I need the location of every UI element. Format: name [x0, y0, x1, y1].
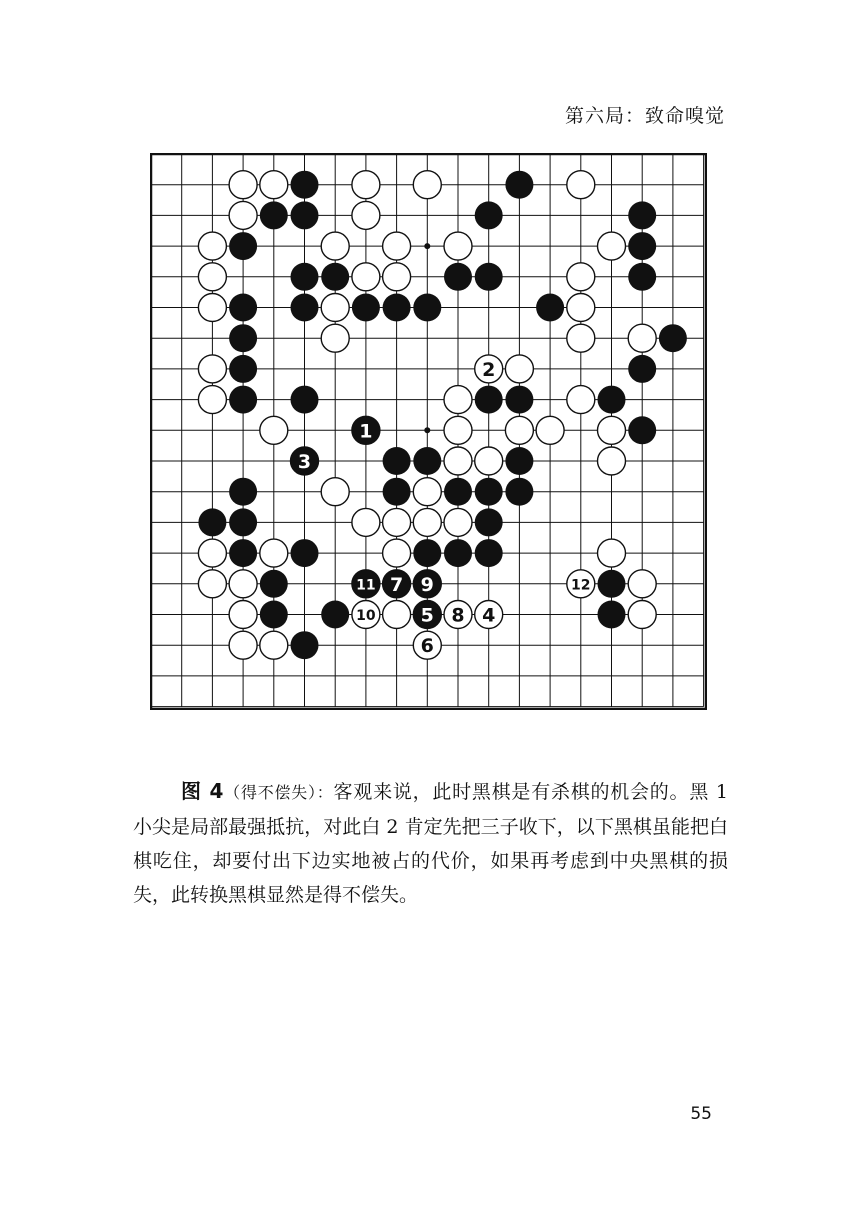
white-stone [536, 416, 564, 444]
black-stone [352, 294, 380, 322]
white-stone [229, 631, 257, 659]
figure-label: 图 4 [181, 779, 224, 803]
white-stone [628, 570, 656, 598]
black-stone [291, 386, 319, 414]
black-stone [413, 447, 441, 475]
white-stone [598, 416, 626, 444]
black-stone [383, 447, 411, 475]
white-stone [475, 447, 503, 475]
black-stone [229, 508, 257, 536]
black-stone [444, 263, 472, 291]
white-stone [260, 539, 288, 567]
move-number-label: 2 [482, 358, 496, 381]
black-stone [628, 232, 656, 260]
black-stone [598, 386, 626, 414]
white-stone [260, 171, 288, 199]
black-stone [229, 232, 257, 260]
black-stone [628, 201, 656, 229]
black-stone [291, 171, 319, 199]
white-stone [321, 294, 349, 322]
black-stone [659, 324, 687, 352]
white-stone [383, 539, 411, 567]
figure-note: （得不偿失）： [223, 783, 334, 802]
white-stone [598, 232, 626, 260]
white-stone [352, 171, 380, 199]
white-stone [352, 508, 380, 536]
white-stone [567, 386, 595, 414]
black-stone [628, 416, 656, 444]
move-number-label: 4 [482, 604, 496, 627]
black-stone [291, 631, 319, 659]
white-stone [352, 201, 380, 229]
black-stone [229, 539, 257, 567]
black-stone [383, 478, 411, 506]
white-stone [229, 201, 257, 229]
star-point [424, 243, 430, 249]
black-stone [475, 386, 503, 414]
white-stone [383, 263, 411, 291]
figure-caption [133, 774, 728, 912]
white-stone [198, 355, 226, 383]
white-stone [598, 447, 626, 475]
white-stone [198, 386, 226, 414]
white-stone [198, 232, 226, 260]
black-stone [598, 570, 626, 598]
black-stone [598, 601, 626, 629]
white-stone [321, 324, 349, 352]
black-stone [229, 355, 257, 383]
black-stone [229, 324, 257, 352]
white-stone [444, 232, 472, 260]
move-number-label: 11 [356, 577, 376, 594]
white-stone [383, 601, 411, 629]
go-board-diagram [150, 153, 707, 710]
white-stone [628, 601, 656, 629]
white-stone [198, 263, 226, 291]
black-stone [383, 294, 411, 322]
white-stone [198, 570, 226, 598]
black-stone [536, 294, 564, 322]
black-stone [628, 263, 656, 291]
black-stone [444, 478, 472, 506]
black-stone [321, 263, 349, 291]
white-stone [505, 355, 533, 383]
white-stone [567, 324, 595, 352]
black-stone [229, 386, 257, 414]
white-stone [260, 416, 288, 444]
move-number-label: 1 [359, 420, 373, 443]
white-stone [598, 539, 626, 567]
page-number: 55 [690, 1104, 712, 1124]
white-stone [413, 508, 441, 536]
caption-paragraph [133, 774, 728, 912]
black-stone [413, 294, 441, 322]
black-stone [505, 447, 533, 475]
white-stone [567, 263, 595, 291]
white-stone [198, 539, 226, 567]
black-stone [260, 201, 288, 229]
black-stone [260, 601, 288, 629]
white-stone [505, 416, 533, 444]
white-stone [444, 386, 472, 414]
move-number-label: 9 [420, 573, 434, 596]
white-stone [383, 232, 411, 260]
white-stone [413, 171, 441, 199]
white-stone [198, 294, 226, 322]
white-stone [383, 508, 411, 536]
white-stone [444, 416, 472, 444]
white-stone [229, 570, 257, 598]
white-stone [567, 171, 595, 199]
white-stone [567, 294, 595, 322]
move-number-label: 6 [420, 635, 434, 658]
white-stone [628, 324, 656, 352]
move-number-label: 3 [297, 451, 312, 473]
black-stone [291, 539, 319, 567]
black-stone [505, 386, 533, 414]
white-stone [413, 478, 441, 506]
black-stone [475, 478, 503, 506]
black-stone [505, 478, 533, 506]
black-stone [229, 294, 257, 322]
chapter-header: 第六局：致命嗅觉 [564, 105, 725, 127]
move-number-label: 10 [356, 608, 376, 624]
go-board [150, 153, 707, 710]
move-number-label: 5 [420, 604, 434, 627]
black-stone [321, 601, 349, 629]
caption-text: 客观来说，此时黑棋是有杀棋的机会的。黑 1 小尖是局部最强抵抗，对此白 2 肯定先把三子收下，以下黑棋虽能把白棋吃住，却要付出下边实地被占的代价，如果再考虑到中央黑棋的损失，此转换黑棋显然是得不偿失。 [133, 781, 728, 906]
black-stone [475, 539, 503, 567]
move-number-label: 12 [571, 577, 591, 594]
white-stone [229, 601, 257, 629]
move-number-label: 7 [389, 573, 404, 596]
black-stone [260, 570, 288, 598]
white-stone [321, 232, 349, 260]
black-stone [444, 539, 472, 567]
black-stone [198, 508, 226, 536]
white-stone [260, 631, 288, 659]
black-stone [475, 263, 503, 291]
black-stone [291, 263, 319, 291]
black-stone [475, 201, 503, 229]
white-stone [444, 447, 472, 475]
black-stone [229, 478, 257, 506]
star-point [424, 427, 430, 433]
black-stone [291, 201, 319, 229]
black-stone [475, 508, 503, 536]
black-stone [291, 294, 319, 322]
black-stone [505, 171, 533, 199]
white-stone [444, 508, 472, 536]
white-stone [352, 263, 380, 291]
move-number-label: 8 [451, 604, 465, 627]
black-stone [628, 355, 656, 383]
black-stone [413, 539, 441, 567]
white-stone [321, 478, 349, 506]
white-stone [229, 171, 257, 199]
